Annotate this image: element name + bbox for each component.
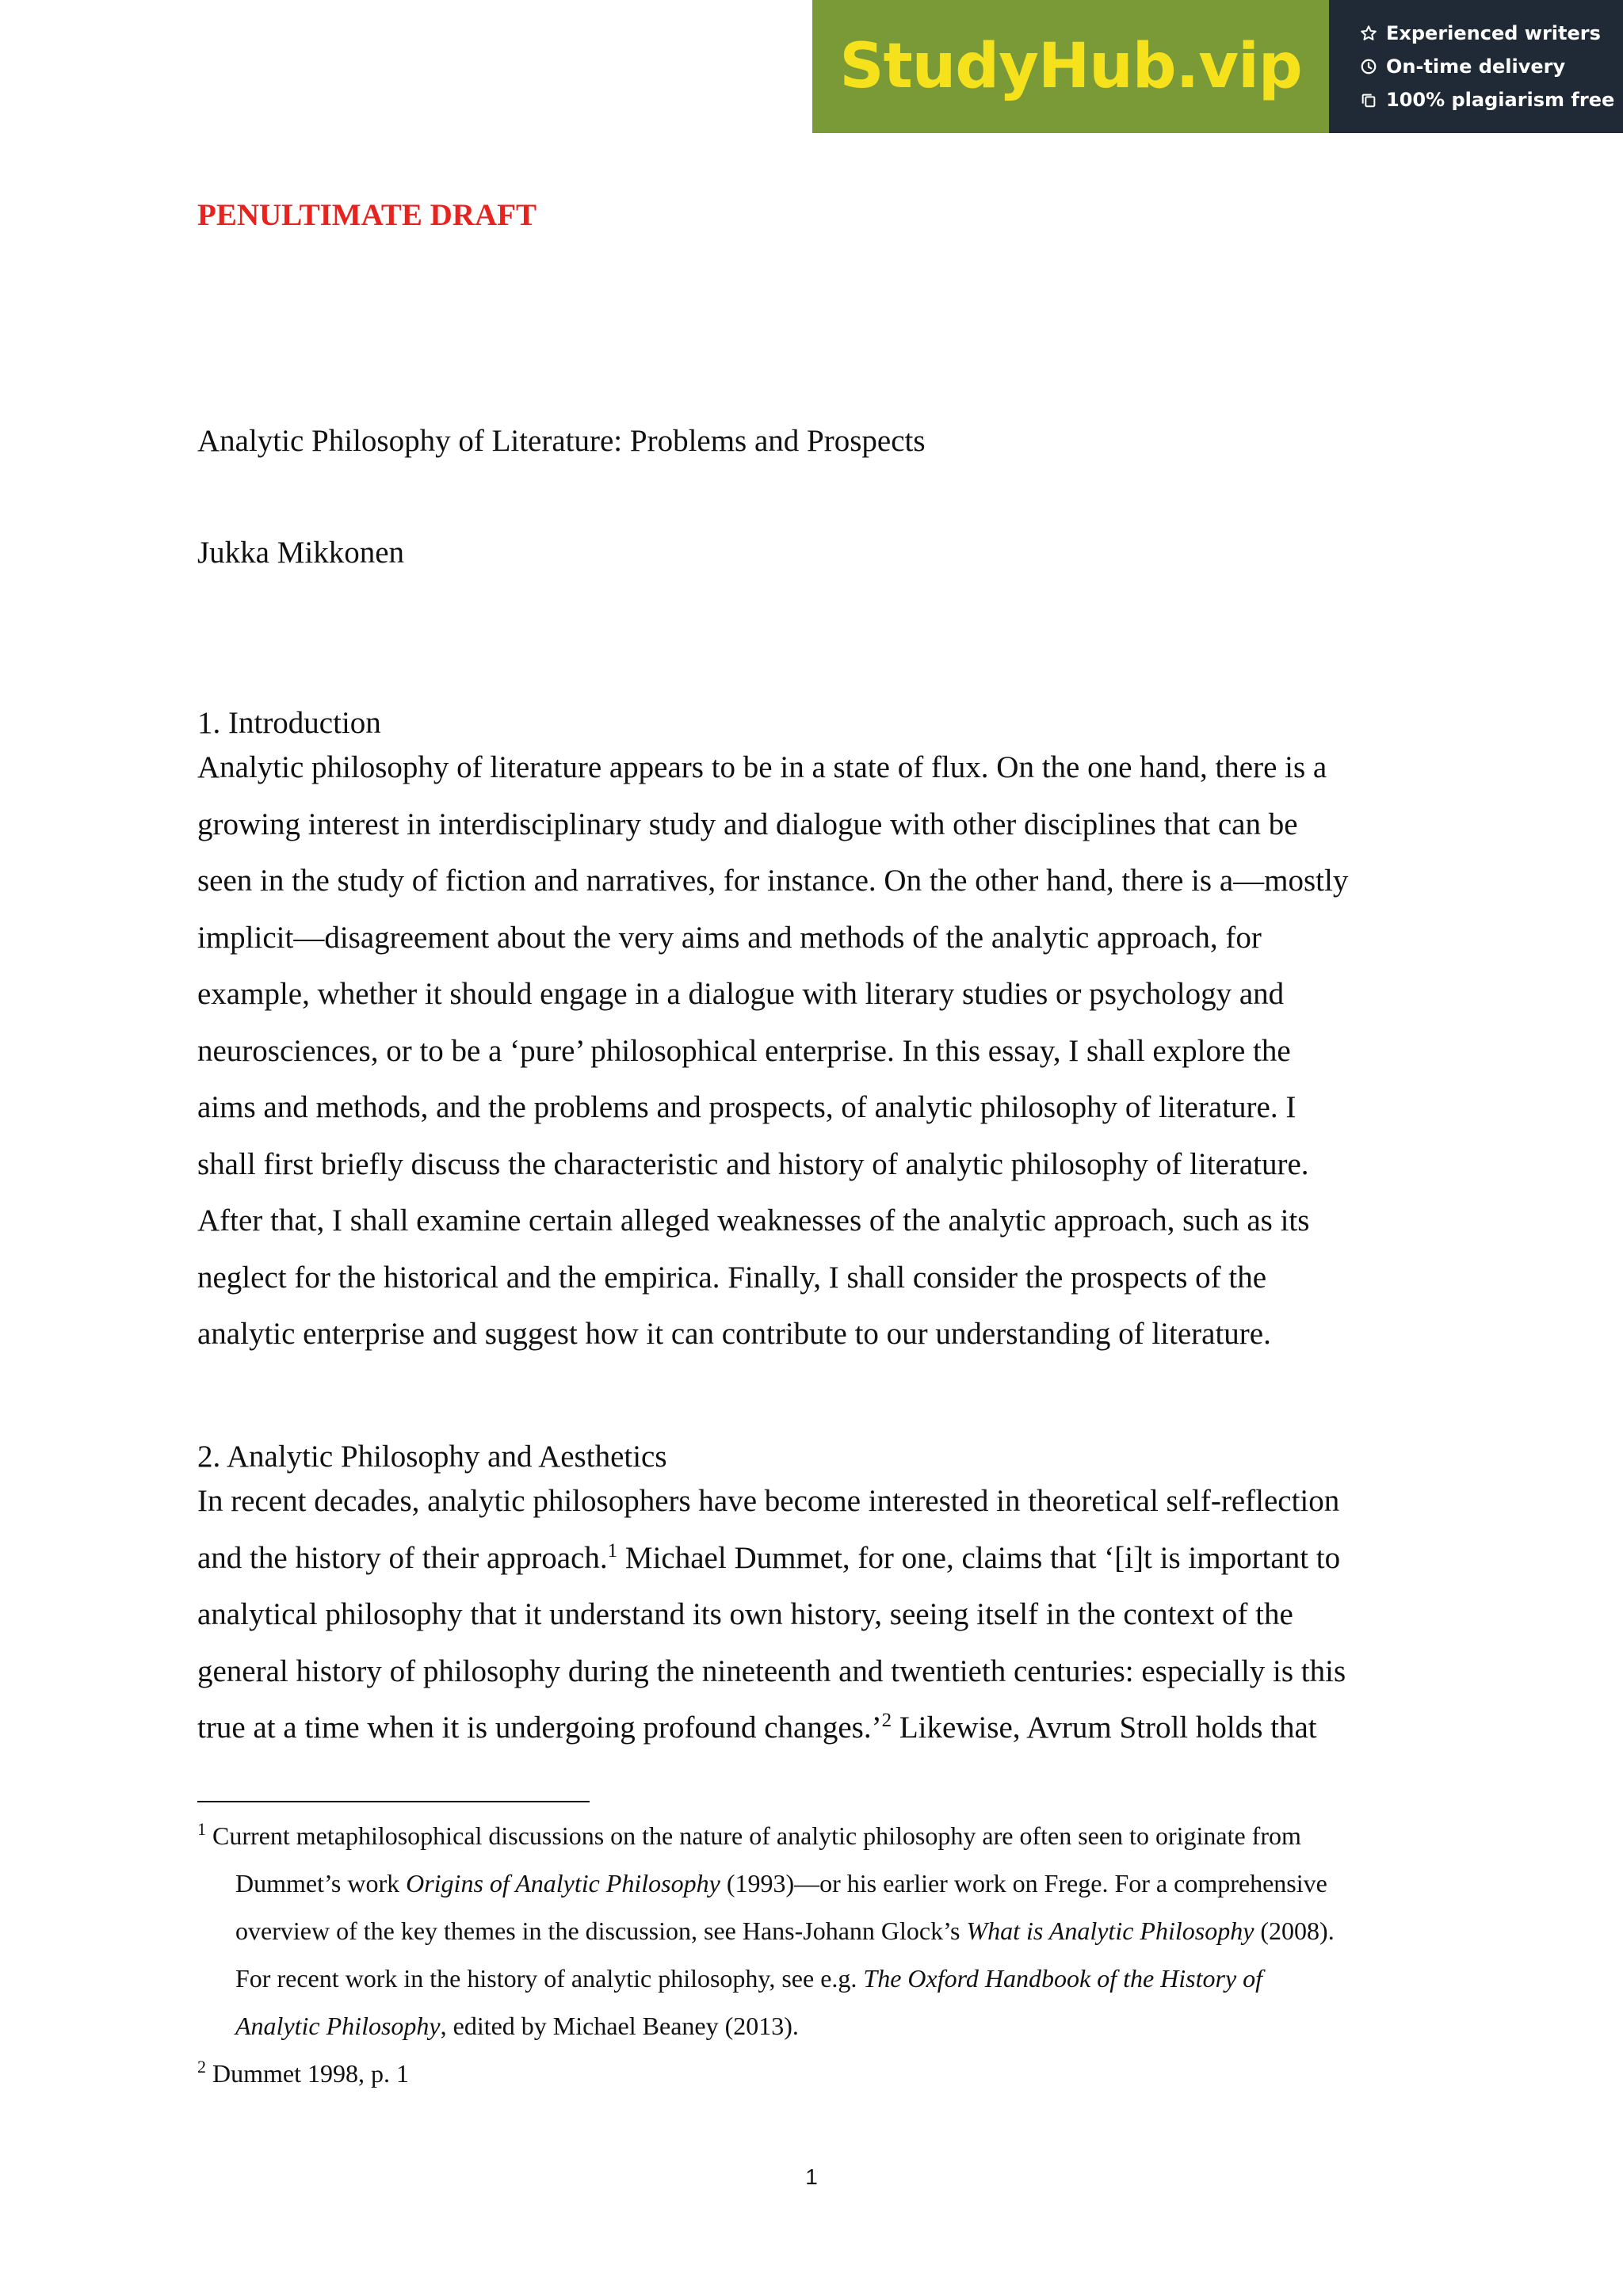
clock-icon — [1359, 57, 1378, 76]
feature-label: Experienced writers — [1386, 22, 1601, 44]
feature-label: 100% plagiarism free — [1386, 89, 1615, 111]
feature-experienced-writers — [1359, 21, 1623, 46]
text-line: neurosciences, or to be a ‘pure’ philosophical enterprise. In this essay, I shall explore the — [197, 1033, 1291, 1068]
text-line: analytic enterprise and suggest how it can contribute to our understanding of literature. — [197, 1317, 1271, 1351]
text-line: After that, I shall examine certain alleged weaknesses of the analytic approach, such as its — [197, 1203, 1310, 1238]
footnote-divider — [197, 1801, 590, 1802]
book-title: What is Analytic Philosophy — [966, 1917, 1254, 1945]
footnote-line — [197, 2002, 1434, 2050]
text-line: Analytic philosophy of literature appears to be in a state of flux. On the one hand, there is a — [197, 750, 1327, 784]
footnote-number: 1 — [197, 1819, 206, 1839]
section-heading: 1. Introduction — [197, 706, 381, 740]
footnote-line — [197, 1859, 1434, 1907]
star-outline-icon — [1359, 24, 1378, 43]
footnote-2 — [197, 2050, 1434, 2097]
text-line: growing interest in interdisciplinary study and dialogue with other disciplines that can be — [197, 807, 1298, 841]
footnote-line — [197, 1812, 1434, 1859]
text-line: implicit—disagreement about the very aims and methods of the analytic approach, for — [197, 920, 1262, 955]
text-run: Michael Dummet, for one, claims that ‘[i]t is important to — [617, 1540, 1341, 1575]
section-analytic-philosophy-aesthetics — [197, 1438, 1434, 1756]
footnotes — [197, 1812, 1434, 2097]
text-run: , edited by Michael Beaney (2013). — [440, 2012, 799, 2040]
section-introduction — [197, 704, 1434, 1363]
draft-label: PENULTIMATE DRAFT — [197, 198, 537, 232]
text-run: true at a time when it is undergoing profound changes.’ — [197, 1711, 882, 1745]
footnote-ref-2[interactable]: 2 — [881, 1710, 892, 1731]
book-title: Analytic Philosophy — [235, 2012, 441, 2040]
text-run: overview of the key themes in the discussion, see Hans-Johann Glock’s — [235, 1917, 967, 1945]
text-run: Dummet 1998, p. 1 — [206, 2059, 409, 2088]
text-line: analytical philosophy that it understand its own history, seeing itself in the context of the — [197, 1597, 1293, 1631]
banner-logo[interactable] — [812, 0, 1329, 133]
book-title: Origins of Analytic Philosophy — [406, 1869, 720, 1897]
text-line: example, whether it should engage in a dialogue with literary studies or psychology and — [197, 977, 1285, 1011]
text-line: general history of philosophy during the nineteenth and twentieth centuries: especially is this — [197, 1653, 1346, 1688]
text-run: Dummet’s work — [235, 1869, 407, 1897]
text-run: Current metaphilosophical discussions on the nature of analytic philosophy are often seen to originate from — [206, 1821, 1301, 1850]
section-heading: 2. Analytic Philosophy and Aesthetics — [197, 1440, 667, 1474]
text-line: aims and methods, and the problems and prospects, of analytic philosophy of literature. I — [197, 1090, 1296, 1124]
text-line — [197, 1530, 1434, 1587]
author-name: Jukka Mikkonen — [197, 536, 405, 570]
paragraph — [197, 739, 1434, 1363]
banner-feature-list — [1329, 0, 1623, 133]
page-number: 1 — [805, 2164, 818, 2189]
text-line: shall first briefly discuss the characteristic and history of analytic philosophy of literature. — [197, 1146, 1309, 1181]
text-line — [197, 1699, 1434, 1756]
text-line: In recent decades, analytic philosophers have become interested in theoretical self-reflection — [197, 1484, 1340, 1518]
text-run: For recent work in the history of analytic philosophy, see e.g. — [235, 1964, 864, 1993]
text-run: (1993)—or his earlier work on Frege. For a comprehensive — [720, 1869, 1327, 1897]
footnote-line — [197, 2050, 1434, 2097]
paper-title: Analytic Philosophy of Literature: Problems and Prospects — [197, 424, 926, 458]
text-line: seen in the study of fiction and narratives, for instance. On the other hand, there is a—mostly — [197, 864, 1349, 898]
footnote-ref-1[interactable]: 1 — [607, 1539, 618, 1562]
feature-on-time-delivery — [1359, 54, 1623, 79]
copy-icon — [1359, 90, 1378, 109]
text-line: neglect for the historical and the empirica. Finally, I shall consider the prospects of the — [197, 1260, 1267, 1295]
text-run: Likewise, Avrum Stroll holds that — [892, 1711, 1317, 1745]
footnote-1 — [197, 1812, 1434, 2050]
text-run: and the history of their approach. — [197, 1540, 608, 1575]
footnote-line — [197, 1907, 1434, 1955]
footnote-line — [197, 1955, 1434, 2002]
footnote-number: 2 — [197, 2057, 206, 2077]
book-title: The Oxford Handbook of the History of — [863, 1964, 1263, 1993]
paragraph — [197, 1473, 1434, 1756]
text-run: (2008). — [1254, 1917, 1335, 1945]
feature-plagiarism-free — [1359, 87, 1623, 113]
ad-banner[interactable] — [812, 0, 1623, 133]
banner-logo-text: StudyHub.vip — [839, 31, 1302, 102]
feature-label: On-time delivery — [1386, 55, 1566, 78]
